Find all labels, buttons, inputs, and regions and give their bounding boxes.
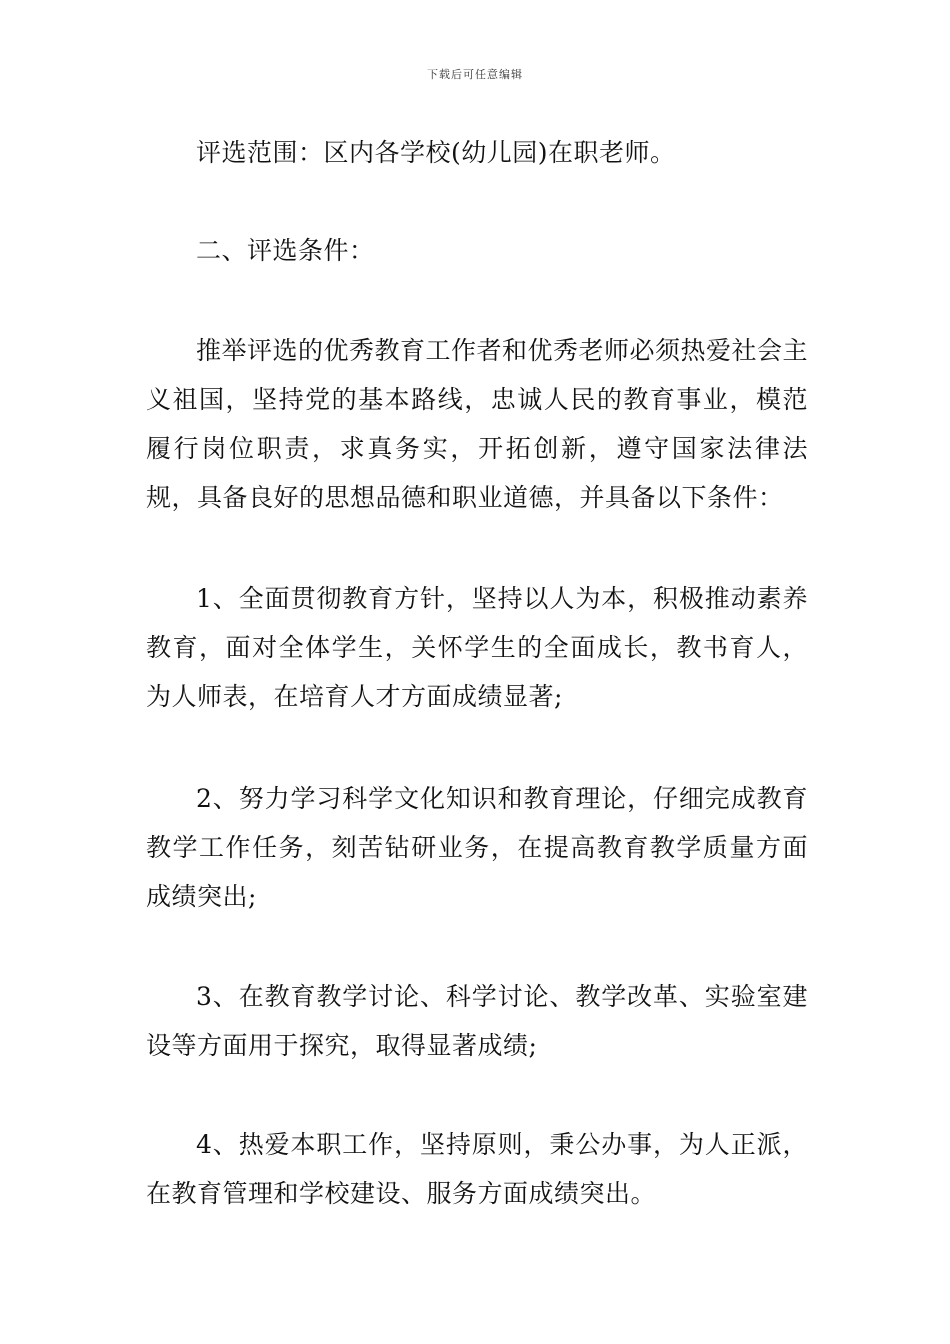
condition-item-2: 2、努力学习科学文化知识和教育理论，仔细完成教育教学工作任务，刻苦钻研业务，在提高教育教学质量方面成绩突出; xyxy=(146,784,808,911)
header-note: 下载后可任意编辑 xyxy=(427,68,523,81)
scope-paragraph: 评选范围：区内各学校(幼儿园)在职老师。 xyxy=(196,138,676,167)
condition-item-1: 1、全面贯彻教育方针，坚持以人为本，积极推动素养教育，面对全体学生，关怀学生的全面成长，教书育人，为人师表，在培育人才方面成绩显著; xyxy=(146,584,808,711)
condition-item-3: 3、在教育教学讨论、科学讨论、教学改革、实验室建设等方面用于探究，取得显著成绩; xyxy=(146,982,808,1060)
section-heading: 二、评选条件： xyxy=(196,236,375,265)
intro-paragraph: 推举评选的优秀教育工作者和优秀老师必须热爱社会主义祖国，坚持党的基本路线，忠诚人民的教育事业，模范履行岗位职责，求真务实，开拓创新，遵守国家法律法规，具备良好的思想品德和职业道德，并具备以下条件： xyxy=(146,336,809,512)
condition-item-4: 4、热爱本职工作，坚持原则，秉公办事，为人正派，在教育管理和学校建设、服务方面成绩突出。 xyxy=(146,1130,808,1208)
